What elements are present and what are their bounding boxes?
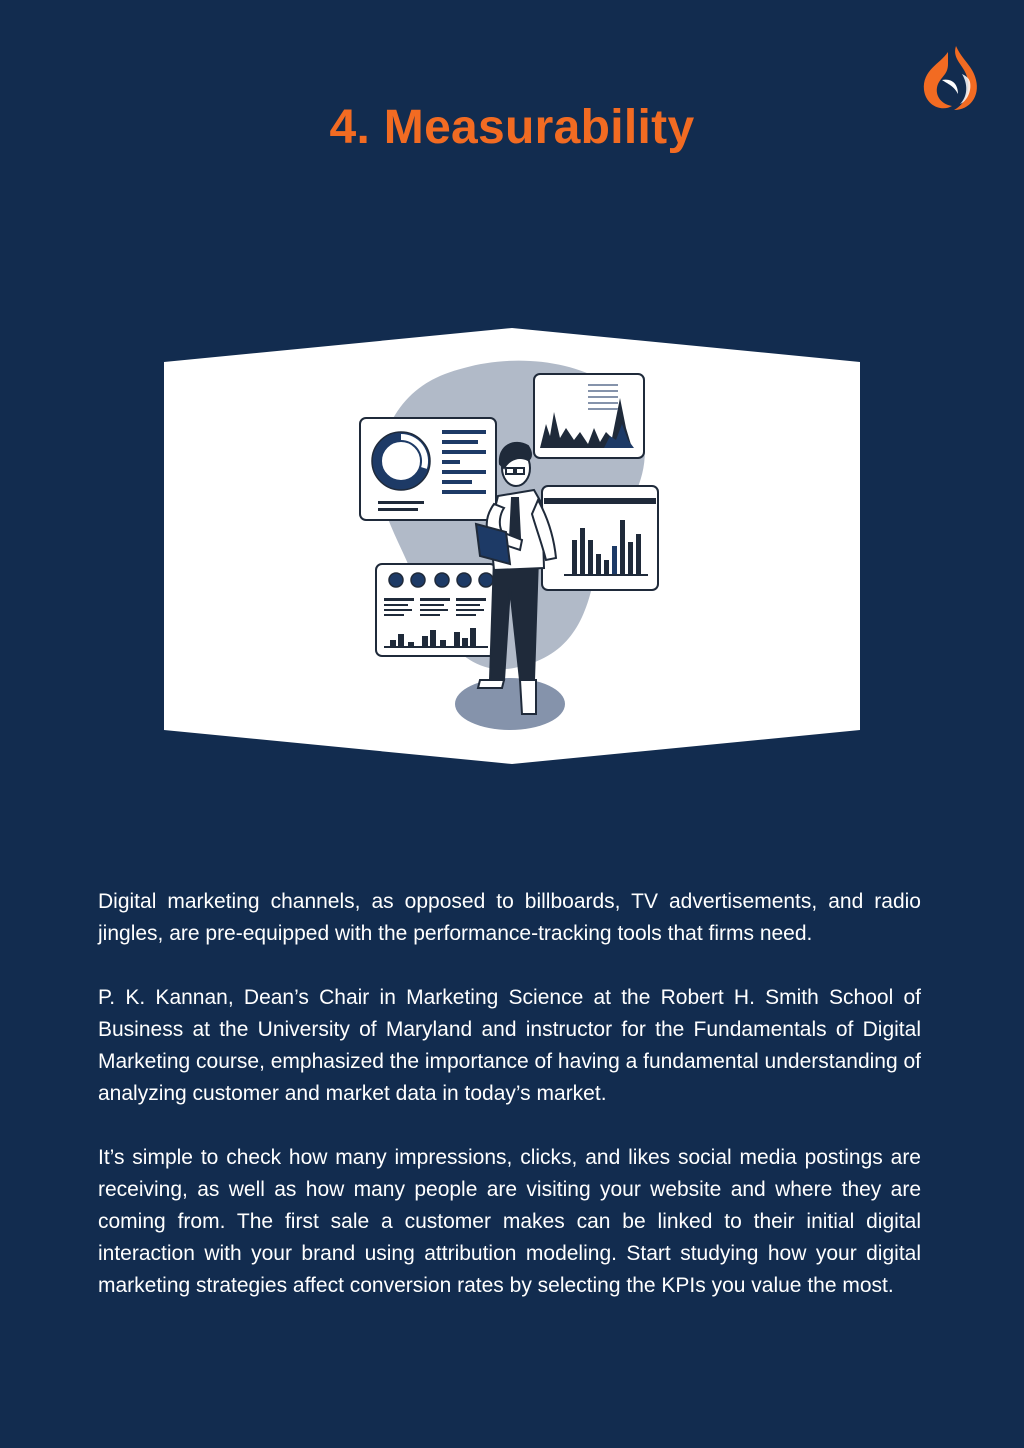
paragraph-1: Digital marketing channels, as opposed to billboards, TV advertisements, and radio jingles, are pre-equipped with the performance-tracking tools that firms need. [98, 890, 921, 945]
article-body [98, 886, 921, 1334]
page-title: 4. Measurability [329, 101, 695, 154]
paragraph-3: It’s simple to check how many impressions, clicks, and likes social media postings are receiving, as well as how many people are visiting your website and where they are coming from. The first sale a customer makes can be linked to their initial digital interaction with your brand using attribution modeling. Start studying how your digital marketing strategies affect conversion rates by selecting the KPIs you value the most. [98, 1146, 921, 1297]
paragraph-2: P. K. Kannan, Dean’s Chair in Marketing Science at the Robert H. Smith School of Business at the University of Maryland and instructor for the Fundamentals of Digital Marketing course, emphasized the importance of having a fundamental understanding of analyzing customer and market data in today’s market. [98, 986, 921, 1105]
analyst-dashboard-illustration-icon [164, 328, 860, 764]
